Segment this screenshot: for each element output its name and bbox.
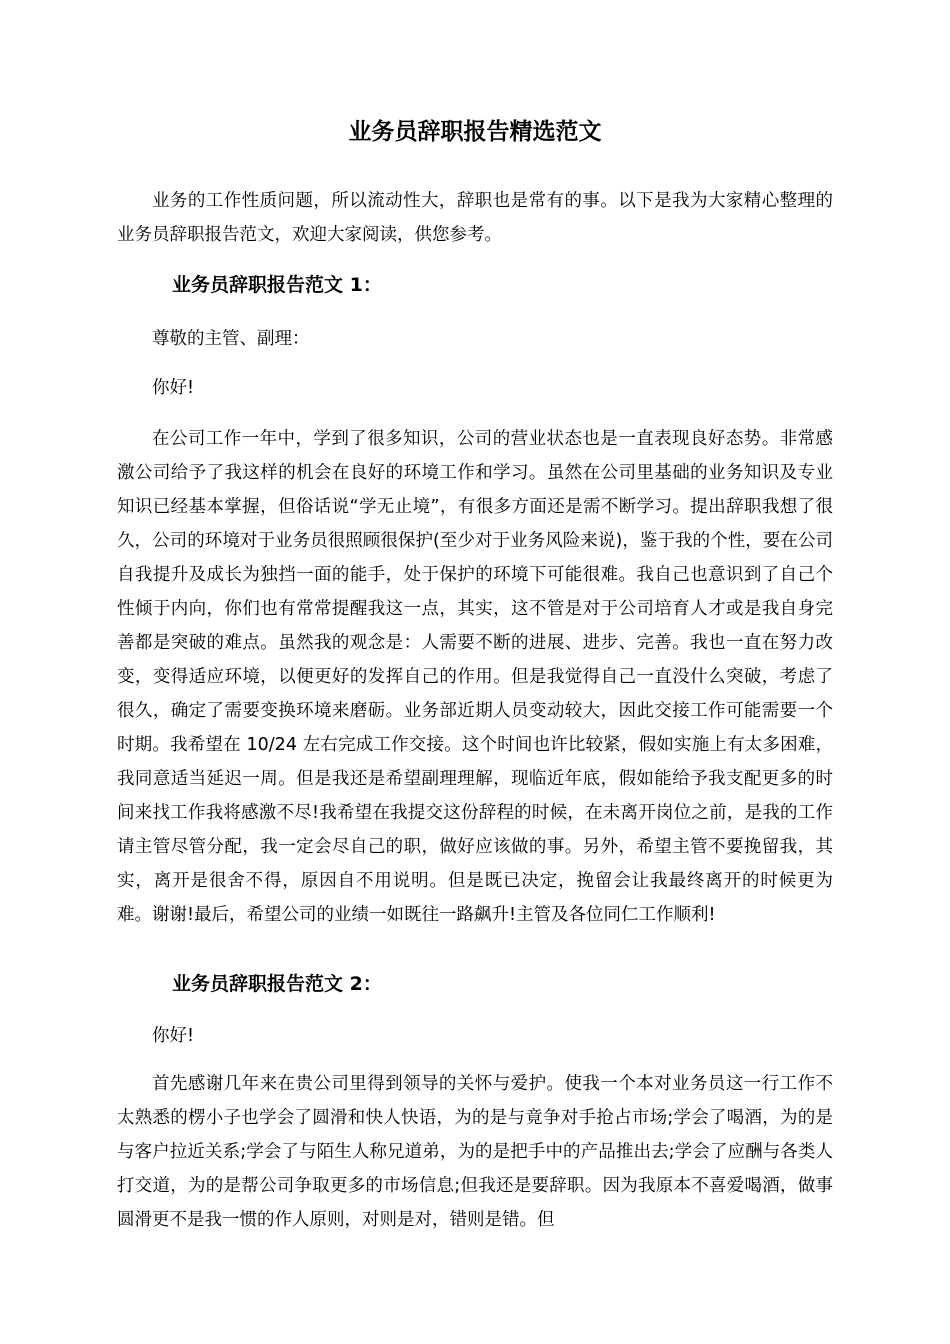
section-1-salutation: 尊敬的主管、副理： [152, 329, 310, 349]
section-2-heading: 业务员辞职报告范文 2： [172, 973, 382, 995]
intro-paragraph: 业务的工作性质问题，所以流动性大，辞职也是常有的事。以下是我为大家精心整理的业务员辞职报告范文，欢迎大家阅读，供您参考。 [117, 191, 833, 245]
section-1-greeting: 你好! [152, 378, 195, 398]
section-2-greeting: 你好! [152, 1026, 195, 1046]
section-1-body: 在公司工作一年中，学到了很多知识，公司的营业状态也是一直表现良好态势。非常感激公司给予了我这样的机会在良好的环境工作和学习。虽然在公司里基础的业务知识及专业知识已经基本掌握，但俗话说“学无止境”，有很多方面还是需不断学习。提出辞职我想了很久，公司的环境对于业务员很照顾很保护(至少对于业务风险来说)，鉴于我的个性，要在公司自我提升及成长为独挡一面的能手，处于保护的环境下可能很难。我自己也意识到了自己个性倾于内向，你们也有常常提醒我这一点，其实，这不管是对于公司培育人才或是我自身完善都是突破的难点。虽然我的观念是：人需要不断的进展、进步、完善。我也一直在努力改变，变得适应环境，以便更好的发挥自己的作用。但是我觉得自己一直没什么突破，考虑了很久，确定了需要变换环境来磨砺。业务部近期人员变动较大，因此交接工作可能需要一个时期。我希望在 10/24 左右完成工作交接。这个时间也许比较紧，假如实施上有太多困难，我同意适当延迟一周。但是我还是希望副理理解，现临近年底，假如能给予我支配更多的时间来找工作我将感激不尽!我希望在我提交这份辞程的时候，在未离开岗位之前，是我的工作请主管尽管分配，我一定会尽自己的职，做好应该做的事。另外，希望主管不要挽留我，其实，离开是很舍不得，原因自不用说明。但是既已决定，挽留会让我最终离开的时候更为难。谢谢!最后，希望公司的业绩一如既往一路飙升!主管及各位同仁工作顺利! [117, 429, 833, 925]
document-title: 业务员辞职报告精选范文 [348, 119, 602, 145]
section-1-heading: 业务员辞职报告范文 1： [172, 274, 382, 296]
section-2-body: 首先感谢几年来在贵公司里得到领导的关怀与爱护。使我一个本对业务员这一行工作不太熟悉的楞小子也学会了圆滑和快人快语，为的是与竟争对手抢占市场;学会了喝酒，为的是与客户拉近关系;学会了与陌生人称兄道弟，为的是把手中的产品推出去;学会了应酬与各类人打交道，为的是帮公司争取更多的市场信息;但我还是要辞职。因为我原本不喜爱喝酒，做事圆滑更不是我一惯的作人原则，对则是对，错则是错。但 [117, 1074, 833, 1230]
